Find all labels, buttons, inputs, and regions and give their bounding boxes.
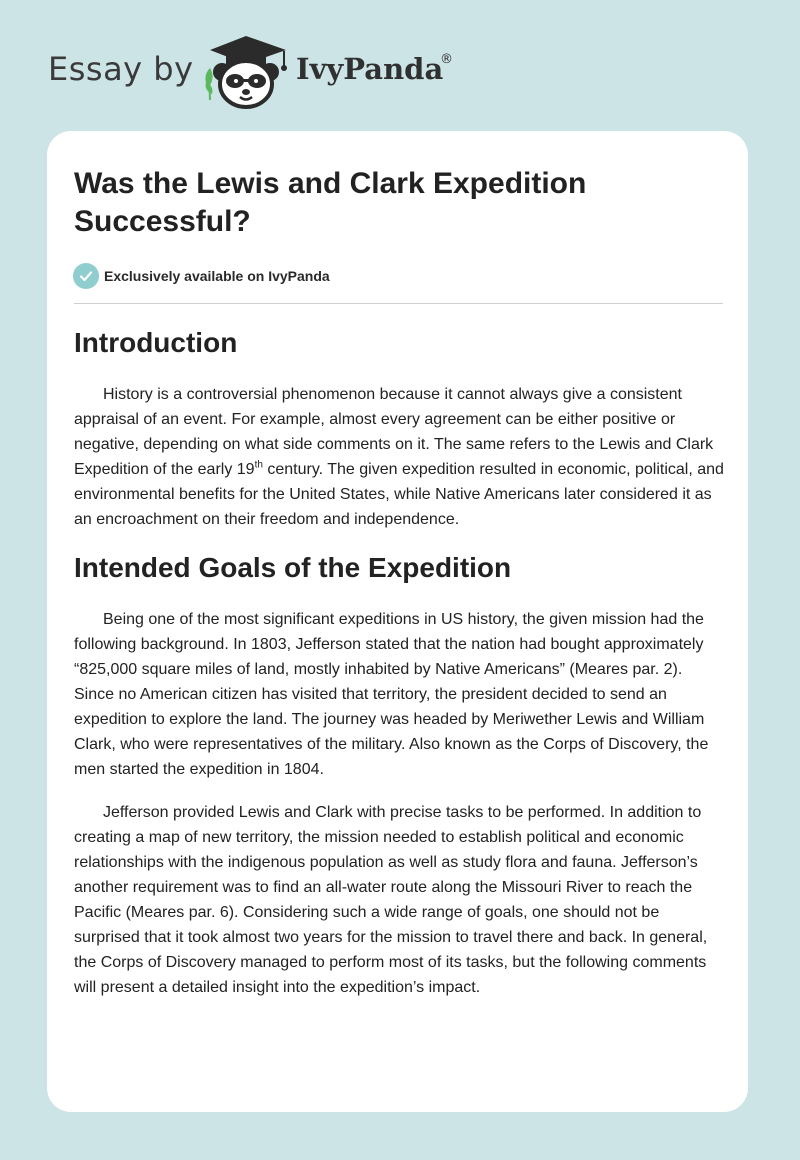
section-heading-goals: Intended Goals of the Expedition: [74, 552, 512, 583]
divider: [74, 303, 723, 304]
paragraph: Jefferson provided Lewis and Clark with precise tasks to be performed. In addition to creating a map of new territory, the mission needed to establish political and economic relationships with the indigenous population as well as study flora and fauna. Jefferson’s another requirement was to find an all-water route along the Missouri River to reach the Pacific (Meares par. 6). Considering such a wide range of goals, one should not be surprised that it took almost two years for the mission to travel there and back. In general, the Corps of Discovery managed to perform most of its tasks, but the following comments will present a detailed insight into the expedition’s impact.: [74, 804, 708, 996]
section-heading-introduction: Introduction: [74, 327, 238, 358]
badge-label: Exclusively available on IvyPanda: [104, 268, 330, 284]
essay-body: [74, 323, 726, 1000]
brand-name: IvyPanda: [296, 52, 444, 86]
panda-graduate-icon: [200, 32, 292, 112]
check-circle-icon: [73, 263, 99, 289]
page-title: Was the Lewis and Clark Expedition Successful?: [74, 167, 587, 238]
exclusive-badge: [73, 262, 330, 290]
registered-mark: ®: [440, 52, 453, 67]
essay-by-label: Essay by: [48, 50, 194, 88]
site-header: [0, 0, 800, 130]
paragraph: Being one of the most significant expeditions in US history, the given mission had the following background. In 1803, Jefferson stated that the nation had bought approximately “825,000 square miles of land, mostly inhabited by Native Americans” (Meares par. 2). Since no American citizen has visited that territory, the president decided to send an expedition to explore the land. The journey was headed by Meriwether Lewis and William Clark, who were representatives of the military. Also known as the Corps of Discovery, the men started the expedition in 1804.: [74, 611, 709, 778]
superscript: th: [254, 459, 263, 471]
paragraph: History is a controversial phenomenon because it cannot always give a consistent appraisal of an event. For example, almost every agreement can be either positive or negative, depending on what side comments on it. The same refers to the Lewis and Clark Expedition of the early 19th century. The given expedition resulted in economic, political, and environmental benefits for the United States, while Native Americans later considered it as an encroachment on their freedom and independence.: [74, 386, 724, 528]
essay-card: [47, 131, 748, 1112]
